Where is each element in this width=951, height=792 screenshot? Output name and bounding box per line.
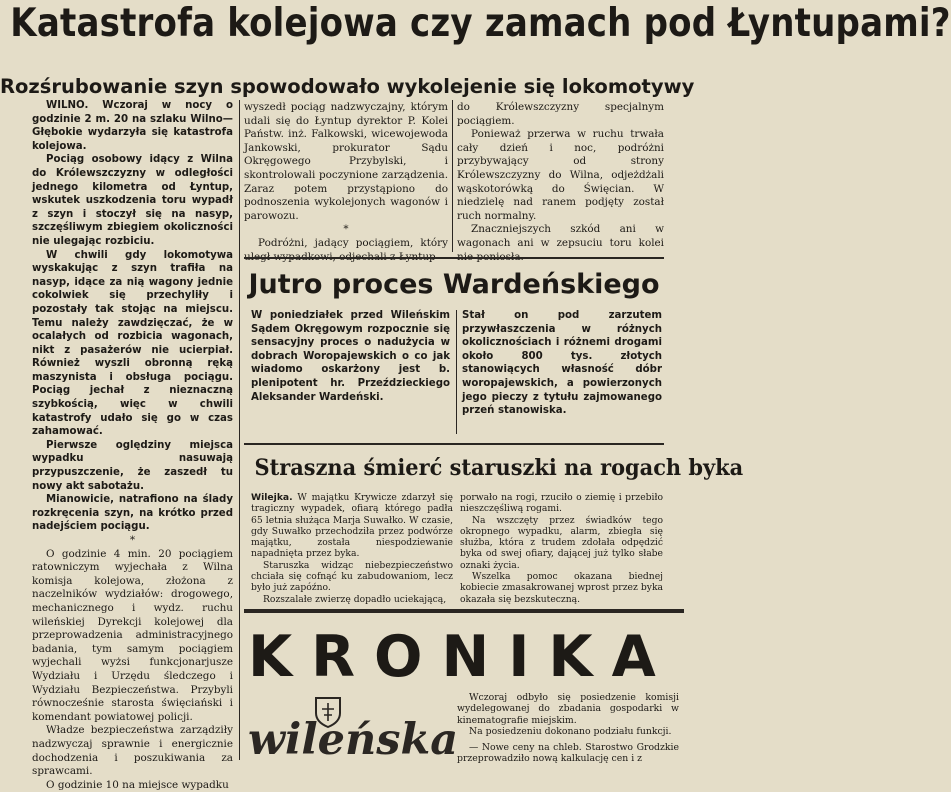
- staruszka-col2-paragraph: Na wszczęty przez świadków tego okropnego wypadku, alarm, zbiegła się służba, która z trudem zdołała odpędzić byka od swej ofiary, dającej już tylko słabe oznaki życia.: [460, 514, 663, 571]
- staruszka-col2-paragraph: Wszelka pomoc okazana biednej kobiecie zmasakrowanej wprost przez byka okazała się bezskuteczną.: [460, 571, 663, 605]
- main-col3-paragraph: Znaczniejszych szkód ani w wagonach ani w zepsuciu toru kolei: [457, 223, 664, 249]
- subheadline: Rozśrubowanie szyn spowodowało wykolejenie się lokomotywy: [0, 75, 695, 98]
- staruszka-col1-paragraph: Rozszalałe zwierzę dopadło uciekającą,: [263, 593, 447, 605]
- wardenski-col1: W poniedziałek przed Wileńskim Sądem Okręgowym rozpocznie się sensacyjny proces o nadużycia w dobrach Woropajewskich o co jak wiadomo oskarżony jest b. plenipotent hr. Przeździeckiego Aleksander Wardeński.: [251, 310, 450, 403]
- section-rule: [244, 609, 684, 613]
- staruszka-col1-paragraph: Wilejka. W majątku Krywicze zdarzył się tragiczny wypadek, ofiarą którego padła 65 letnia służąca Marja Suwałko. W czasie, gdy Suwałko przechodziła przez podwórze majątku, została niespodziewanie napadnięta przez byka.: [251, 492, 453, 560]
- main-col1-paragraph: O godzinie 4 min. 20 pociągiem ratowniczym wyjechała z Wilna komisja kolejowa, złożona z naczelników wydziałów: drogowego, mechanicznego i wydz. ruchu wileńskiej Dyrekcji kolejowej dla przeprowadzenia administracyjnego badania, tym samym pociągiem wyjechali wyżsi funkcjonarjusze Wydziału i Urzędu śledczego i Wydziału Bezpieczeństwa. Przybyli równocześnie starosta święciański i komendant powiatowej policji.: [32, 547, 233, 723]
- main-col2-paragraph: Podróżni, jadący pociągiem, który: [258, 236, 448, 249]
- kronika-paragraph: Na posiedzeniu dokonano podziału funkcji.: [469, 726, 672, 738]
- main-article-col3: [457, 101, 664, 256]
- main-col1-paragraph: WILNO. Wczoraj w nocy o godzinie 2 m. 20 na szlaku Wilno—Głębokie wydarzyła się katastrofa kolejowa.: [32, 100, 233, 152]
- kronika-column: [457, 692, 679, 769]
- section-rule: [244, 443, 664, 445]
- main-article-col1: [32, 99, 233, 791]
- column-rule: [239, 100, 240, 760]
- staruszka-col1-paragraph: Staruszka widząc niebezpieczeństwo chciała się cofnąć ku zabudowaniom, lecz było już zapóźno.: [251, 559, 453, 594]
- column-rule: [456, 310, 457, 434]
- main-article-col2: [244, 101, 448, 256]
- section-rule: [244, 257, 664, 259]
- dateline: Wilejka.: [251, 492, 293, 503]
- staruszka-col2: [460, 492, 663, 605]
- main-col3-paragraph: Ponieważ przerwa w ruchu trwała cały dzień i noc, podróżni przybywający od strony Królewszczyzny do Wilna, odjeżdżali wąskotorówką do Święcian. W niedzielę nad ranem podjęty został ruch normalny.: [457, 128, 664, 222]
- main-col1-paragraph: Pociąg osobowy idący z Wilna do Królewszczyzny w odległości jednego kilometra od Łyntup, wskutek uszkodzenia toru wypadł z szyn i stoczył się na nasyp, szczęśliwym zbiegiem okoliczności nie ulegając rozbiciu.: [32, 154, 233, 247]
- kronika-title: KRONIKA: [248, 624, 675, 690]
- separator-star: *: [129, 534, 136, 546]
- wardenski-title: Jutro proces Wardeńskiego: [248, 269, 660, 300]
- headline: Katastrofa kolejowa czy zamach pod Łyntupami?: [10, 1, 951, 46]
- separator-star: *: [343, 223, 349, 236]
- staruszka-col1: [251, 492, 453, 605]
- staruszka-title: Straszna śmierć staruszki na rogach byka: [254, 455, 744, 481]
- staruszka-col2-paragraph: porwało na rogi, rzuciło o ziemię i przebiło nieszczęśliwą rogami.: [460, 492, 663, 515]
- main-col1-paragraph: W chwili gdy lokomotywa wyskakując z szyn trafiła na nasyp, idące za nią wagony jednie cokolwiek się przechyliły i pozostały tak stojąc na miejscu. Temu należy zawdzięczać, że w ocalałych od rozbicia wagonach, nikt z pasażerów nie ucierpiał. Również wyszli obronną ręką maszynista i obsługa pociągu. Pociąg jechał z nieznaczną szybkością, więc w chwili katastrofy udało się go w czas zahamować.: [32, 249, 233, 438]
- kronika-paragraph: Wczoraj odbyło się posiedzenie komisji wydelegowanej do zbadania gospodarki w kinematografie miejskim.: [457, 692, 679, 726]
- main-col1-paragraph: Mianowicie, natrafiono na ślady rozkręcenia szyn, na krótko przed nadejściem pociągu.: [32, 494, 233, 533]
- main-col2-paragraph: wyszedł pociąg nadzwyczajny, którym udali się do Łyntup dyrektor P. Kolei Państw. inż. Falkowski, wicewojewoda Jankowski, prokurator Sądu Okręgowego Przybylski, i skontrolowali poczynione zarządzenia. Zaraz potem przystąpiono do podnoszenia wykolejonych wagonów i parowozu.: [244, 101, 448, 222]
- main-col1-paragraph: Władze bezpieczeństwa zarządziły nadzwyczaj sprawnie i energicznie dochodzenia i poszukiwania za sprawcami.: [32, 724, 233, 778]
- main-col1-paragraph: Pierwsze oględziny miejsca wypadku nasuwają przypuszczenie, że zaszedł tu nowy akt sabotażu.: [32, 439, 233, 492]
- wardenski-col2: Stał on pod zarzutem przywłaszczenia w różnych okolicznościach i różnemi drogami około 800 tys. złotych stanowiących własność dóbr woropajewskich, a powierzonych jego pieczy z tytułu zajmowanego przeń stanowiska.: [462, 310, 662, 417]
- kronika-paragraph: — Nowe ceny na chleb. Starostwo Grodzkie przeprowadziło nową kalkulację cen i z: [457, 741, 679, 765]
- column-rule: [452, 100, 453, 252]
- main-col3-paragraph: do Królewszczyzny specjalnym pociągiem.: [457, 101, 664, 127]
- kronika-subtitle: wileńska: [248, 715, 459, 765]
- main-col1-paragraph: O godzinie 10 na miejsce wypadku: [46, 778, 229, 791]
